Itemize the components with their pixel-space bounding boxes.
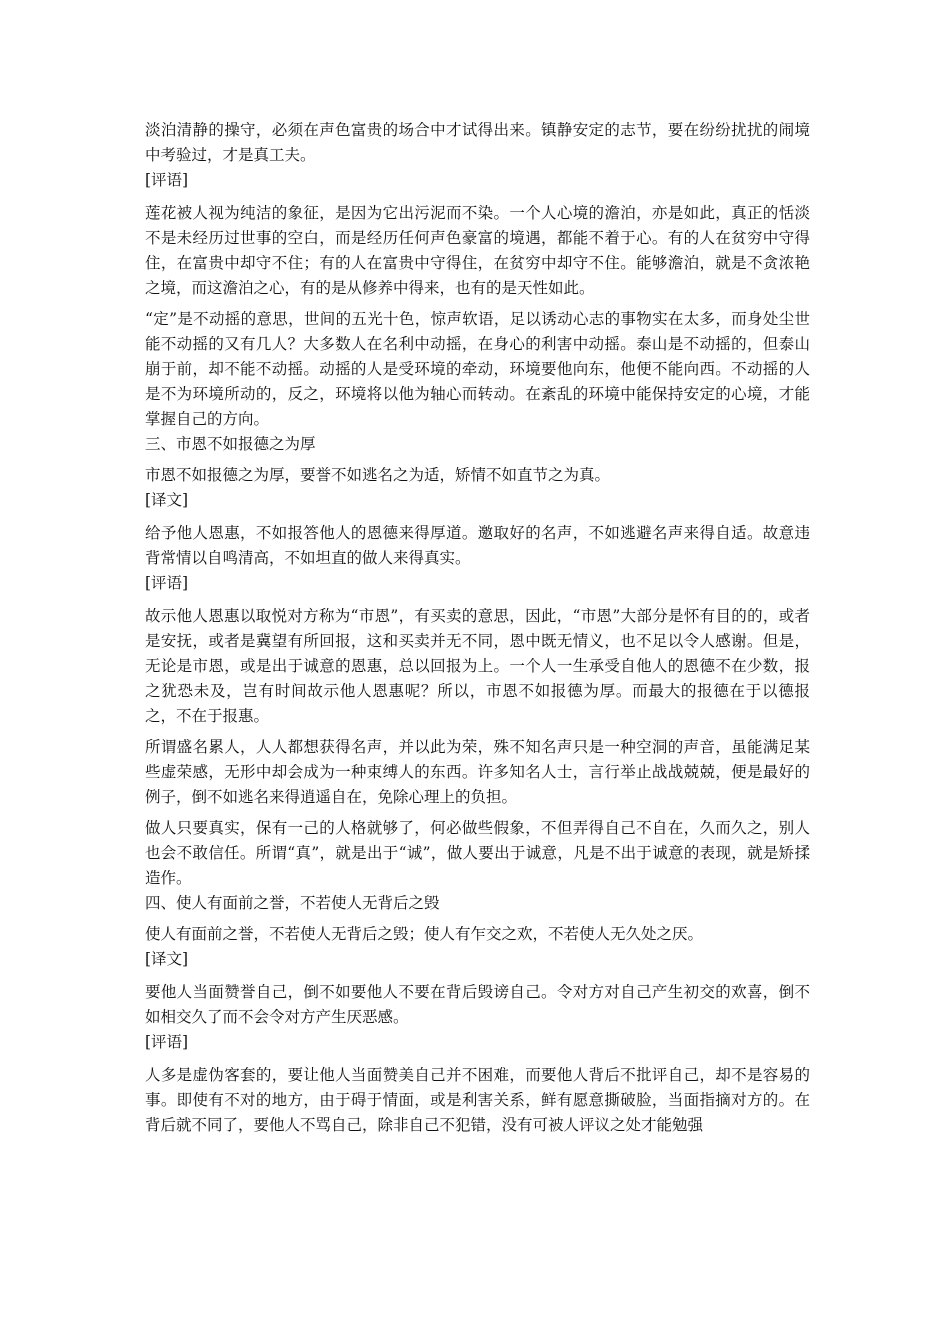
section-heading: 四、使人有面前之誉，不若使人无背后之毁	[145, 894, 440, 912]
comment-paragraph: 做人只要真实，保有一己的人格就够了，何必做些假象，不但弄得自己不自在，久而久之，别人也会不敢信任。所谓“真”，就是出于“诚”，做人要出于诚意，凡是不出于诚意的表现，就是矫揉造作。	[145, 819, 810, 887]
comment-paragraph: 所谓盛名累人，人人都想获得名声，并以此为荣，殊不知名声只是一种空洞的声音，虽能满足某些虚荣感，无形中却会成为一种束缚人的东西。许多知名人士，言行举止战战兢兢，便是最好的例子，倒不如逃名来得逍遥自在，免除心理上的负担。	[145, 738, 810, 806]
section-heading: 三、市恩不如报德之为厚	[145, 435, 316, 453]
comment-label: [评语]	[145, 171, 189, 189]
comment-paragraph: 莲花被人视为纯洁的象征，是因为它出污泥而不染。一个人心境的澹泊，亦是如此，真正的恬淡不是未经历过世事的空白，而是经历任何声色豪富的境遇，都能不着于心。有的人在贫穷中守得住，在富贵中却守不住；有的人在富贵中守得住，在贫穷中却守不住。能够澹泊，就是不贪浓艳之境，而这澹泊之心，有的是从修养中得来，也有的是天性如此。	[145, 204, 810, 297]
translation-label: [译文]	[145, 950, 189, 968]
comment-label: [评语]	[145, 574, 189, 592]
comment-paragraph: “定”是不动摇的意思，世间的五光十色，惊声软语，足以诱动心志的事物实在太多，而身处尘世能不动摇的又有几人？大多数人在名利中动摇，在身心的利害中动摇。泰山是不动摇的，但泰山崩于前，却不能不动摇。动摇的人是受环境的牵动，环境要他向东，他便不能向西。不动摇的人是不为环境所动的，反之，环境将以他为轴心而转动。在紊乱的环境中能保持安定的心境，才能掌握自己的方向。	[145, 310, 810, 428]
comment-paragraph: 人多是虚伪客套的，要让他人当面赞美自己并不困难，而要他人背后不批评自己，却不是容易的事。即使有不对的地方，由于碍于情面，或是利害关系，鲜有愿意撕破脸，当面指摘对方的。在背后就不同了，要他人不骂自己，除非自己不犯错，没有可被人评议之处才能勉强	[145, 1066, 810, 1134]
comment-paragraph: 故示他人恩惠以取悦对方称为“市恩”，有买卖的意思，因此，“市恩”大部分是怀有目的的，或者是安抚，或者是冀望有所回报，这和买卖并无不同，恩中既无情义，也不足以令人感谢。但是，无论是市恩，或是出于诚意的恩惠，总以回报为上。一个人一生承受自他人的恩德不在少数，报之犹恐未及，岂有时间故示他人恩惠呢？所以，市恩不如报德为厚。而最大的报德在于以德报之，不在于报惠。	[145, 607, 810, 725]
page-content	[145, 118, 810, 1138]
translation-text: 要他人当面赞誉自己，倒不如要他人不要在背后毁谤自己。令对方对自己产生初交的欢喜，倒不如相交久了而不会令对方产生厌恶感。	[145, 983, 810, 1026]
translation-text: 给予他人恩惠，不如报答他人的恩德来得厚道。邀取好的名声，不如逃避名声来得自适。故意违背常情以自鸣清高，不如坦直的做人来得真实。	[145, 524, 810, 567]
original-text: 淡泊清静的操守，必须在声色富贵的场合中才试得出来。镇静安定的志节，要在纷纷扰扰的闹境中考验过，才是真工夫。	[145, 121, 810, 164]
comment-label: [评语]	[145, 1033, 189, 1051]
original-text: 市恩不如报德之为厚，要誉不如逃名之为适，矫情不如直节之为真。	[145, 466, 611, 484]
original-text: 使人有面前之誉，不若使人无背后之毁；使人有乍交之欢，不若使人无久处之厌。	[145, 925, 704, 943]
translation-label: [译文]	[145, 491, 189, 509]
